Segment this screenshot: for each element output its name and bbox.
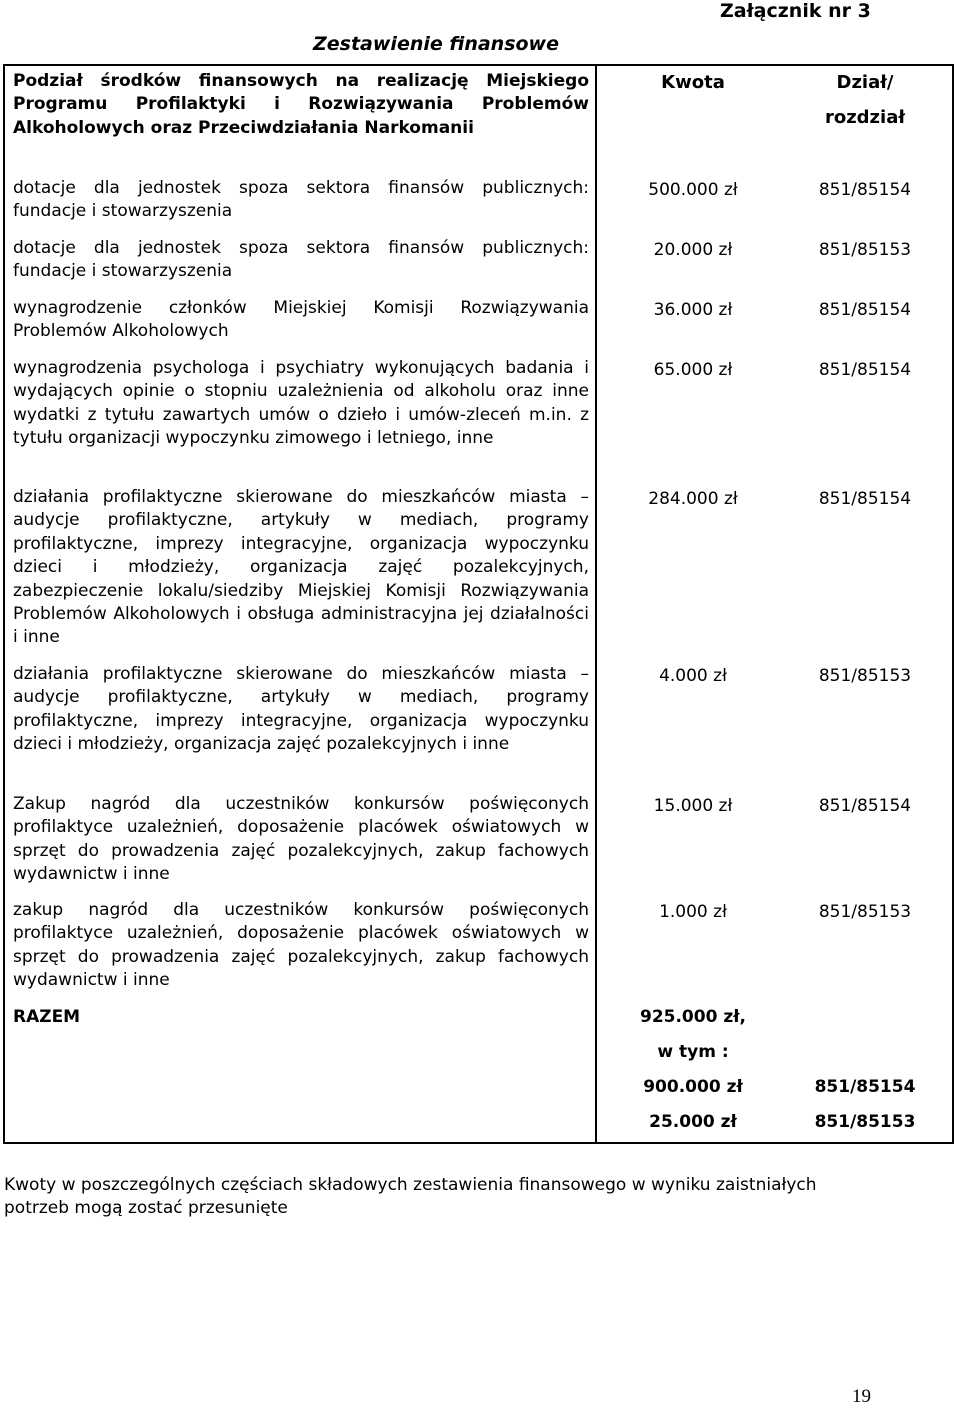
column-header-subsection: rozdział (824, 107, 906, 128)
table-intro: Podział środków finansowych na realizację Miejskiego Programu Profilaktyki i Rozwiązywania Problemów Alkoholowych oraz Przeciwdziałania Narkomanii (13, 71, 589, 138)
table-row-desc: zakup nagród dla uczestników konkursów poświęconych profilaktyce uzależnień, doposażenie placówek oświatowych w sprzęt do prowadzenia zajęć pozalekcyjnych, zakup fachowych wydawnictw i inne (13, 900, 589, 991)
column-header-amount: Kwota (661, 72, 725, 93)
table-row-code: 851/85154 (818, 180, 912, 200)
table-row-code: 851/85154 (818, 489, 912, 509)
table-row-code: 851/85153 (818, 902, 912, 922)
table-row-code: 851/85154 (818, 360, 912, 380)
total-including-label: w tym : (657, 1042, 729, 1062)
table-row-amount: 65.000 zł (653, 360, 733, 380)
total-label: RAZEM (13, 1007, 81, 1027)
table-row-desc: działania profilaktyczne skierowane do mieszkańców miasta – audycje profilaktyczne, artykuły w mediach, programy profilaktyczne, imprezy integracyjne, organizacja wypoczynku dzieci i młodzieży, organizacja zajęć pozalekcyjnych i inne (13, 664, 589, 755)
table-row-code: 851/85154 (818, 796, 912, 816)
column-header-section: Dział/ (836, 72, 894, 93)
table-row-amount: 15.000 zł (653, 796, 733, 816)
table-row-amount: 1.000 zł (659, 902, 727, 922)
table-row-desc: wynagrodzenia psychologa i psychiatry wykonujących badania i wydających opinie o stopniu uzależnienia od alkoholu oraz inne wydatki z tytułu zawartych umów o dzieło i umów-zleceń m.in. z tytułu organizacji wypoczynku zimowego i letniego, inne (13, 358, 589, 449)
financial-table (3, 64, 954, 1144)
total-amount: 925.000 zł, (639, 1007, 746, 1027)
document-title: Zestawienie finansowe (313, 33, 559, 55)
table-row-amount: 20.000 zł (653, 240, 733, 260)
table-row-amount: 500.000 zł (648, 180, 738, 200)
total-amount-85153: 25.000 zł (649, 1112, 737, 1132)
column-divider (595, 66, 597, 1142)
table-row-code: 851/85154 (818, 300, 912, 320)
total-amount-85154: 900.000 zł (643, 1077, 743, 1097)
table-row-code: 851/85153 (818, 240, 912, 260)
table-row-desc: działania profilaktyczne skierowane do mieszkańców miasta – audycje profilaktyczne, artykuły w mediach, programy profilaktyczne, imprezy integracyjne, organizacja wypoczynku dzieci i młodzieży, organizacja zajęć pozalekcyjnych, zabezpieczenie lokalu/siedziby Miejskiej Komisji Rozwiązywania Problemów Alkoholowych i obsługa administracyjna jej działalności i inne (13, 487, 589, 648)
table-row-desc: dotacje dla jednostek spoza sektora finansów publicznych: fundacje i stowarzyszenia (13, 178, 589, 222)
table-row-amount: 4.000 zł (659, 666, 727, 686)
table-row-amount: 36.000 zł (653, 300, 733, 320)
page-number: 19 (852, 1386, 871, 1407)
attachment-label: Załącznik nr 3 (720, 0, 871, 22)
table-row-code: 851/85153 (818, 666, 912, 686)
table-row-desc: Zakup nagród dla uczestników konkursów poświęconych profilaktyce uzależnień, doposażenie placówek oświatowych w sprzęt do prowadzenia zajęć pozalekcyjnych, zakup fachowych wydawnictw i inne (13, 794, 589, 885)
total-code-85154: 851/85154 (814, 1077, 916, 1097)
table-row-desc: dotacje dla jednostek spoza sektora finansów publicznych: fundacje i stowarzyszenia (13, 238, 589, 282)
total-code-85153: 851/85153 (814, 1112, 916, 1132)
table-row-desc: wynagrodzenie członków Miejskiej Komisji Rozwiązywania Problemów Alkoholowych (13, 298, 589, 342)
table-row-amount: 284.000 zł (648, 489, 738, 509)
footnote: Kwoty w poszczególnych częściach składowych zestawienia finansowego w wyniku zaistniałych potrzeb mogą zostać przesunięte (4, 1175, 817, 1218)
